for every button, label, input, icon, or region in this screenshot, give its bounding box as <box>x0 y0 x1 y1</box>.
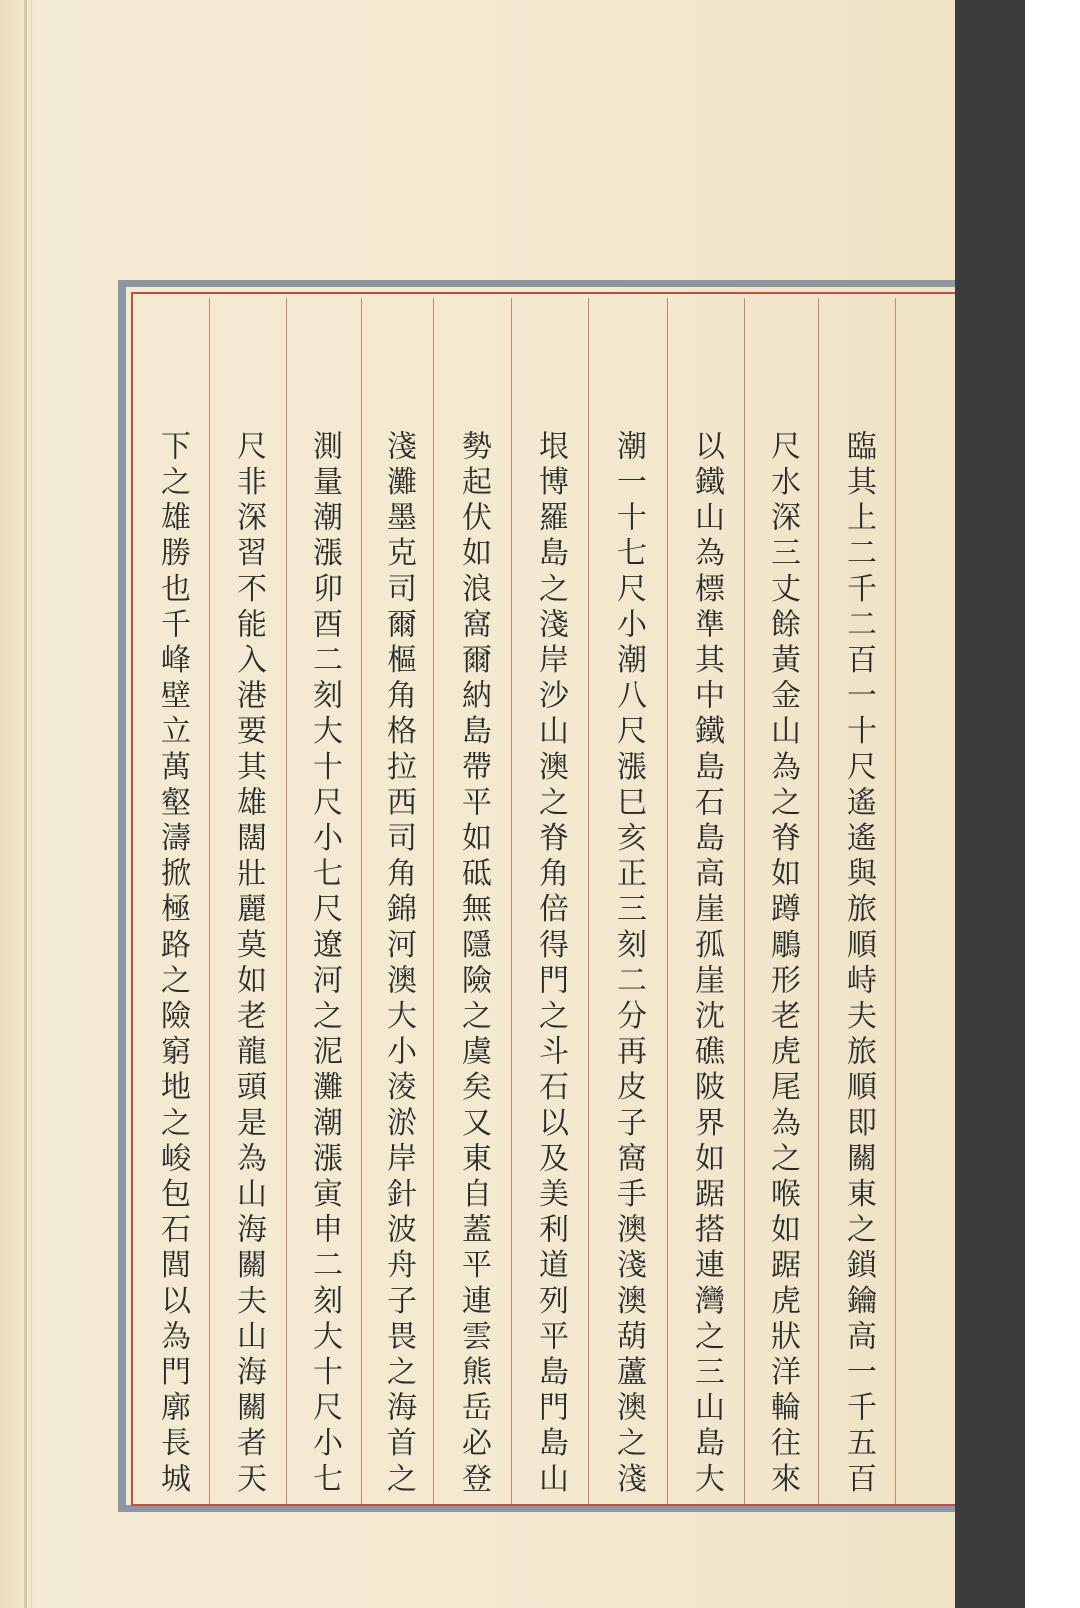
text-column-8: 測量潮漲卯酉二刻大十尺小七尺遼河之泥灘潮漲寅申二刻大十尺小七 <box>307 430 342 1498</box>
binding-gutter-edge <box>31 0 32 1608</box>
column-rule <box>744 298 745 1504</box>
column-rule <box>818 298 819 1504</box>
column-rule <box>667 298 668 1504</box>
scan-margin <box>1025 0 1080 1608</box>
book-cover-edge <box>955 0 1025 1608</box>
column-rule <box>361 298 362 1504</box>
text-column-10: 下之雄勝也千峰壁立萬壑濤掀極路之險窮地之峻包石閭以為門廓長城 <box>155 430 190 1498</box>
text-column-6: 勢起伏如浪窩爾納島帶平如砥無隱險之虞矣又東自蓋平連雲熊岳必登 <box>456 430 491 1498</box>
text-column-5: 垠博羅島之淺岸沙山澳之脊角倍得門之斗石以及美利道列平島門島山 <box>533 430 568 1498</box>
text-column-7: 淺灘墨克司爾樞角格拉西司角錦河澳大小淩淤岸針波舟子畏之海首之 <box>381 430 416 1498</box>
text-column-9: 尺非深習不能入港要其雄闊壯麗莫如老龍頭是為山海關夫山海關者天 <box>231 430 266 1498</box>
column-rule <box>433 298 434 1504</box>
column-rule <box>286 298 287 1504</box>
text-column-4: 潮一十七尺小潮八尺漲巳亥正三刻二分再皮子窩手澳淺澳葫蘆澳之淺 <box>611 430 646 1498</box>
column-rule <box>209 298 210 1504</box>
column-rule <box>895 298 896 1504</box>
text-column-2: 尺水深三丈餘黃金山為之脊如蹲鵰形老虎尾為之喉如踞虎狀洋輪往來 <box>765 430 800 1498</box>
text-column-3: 以鐵山為標準其中鐵島石島高崖孤崖沈礁陂界如踞搭連灣之三山島大 <box>689 430 724 1498</box>
column-rule <box>588 298 589 1504</box>
column-rule <box>511 298 512 1504</box>
text-column-1: 臨其上二千二百一十尺遙遙與旅順峙夫旅順即關東之鎖鑰高一千五百 <box>841 430 876 1498</box>
binding-gutter <box>24 0 27 1608</box>
